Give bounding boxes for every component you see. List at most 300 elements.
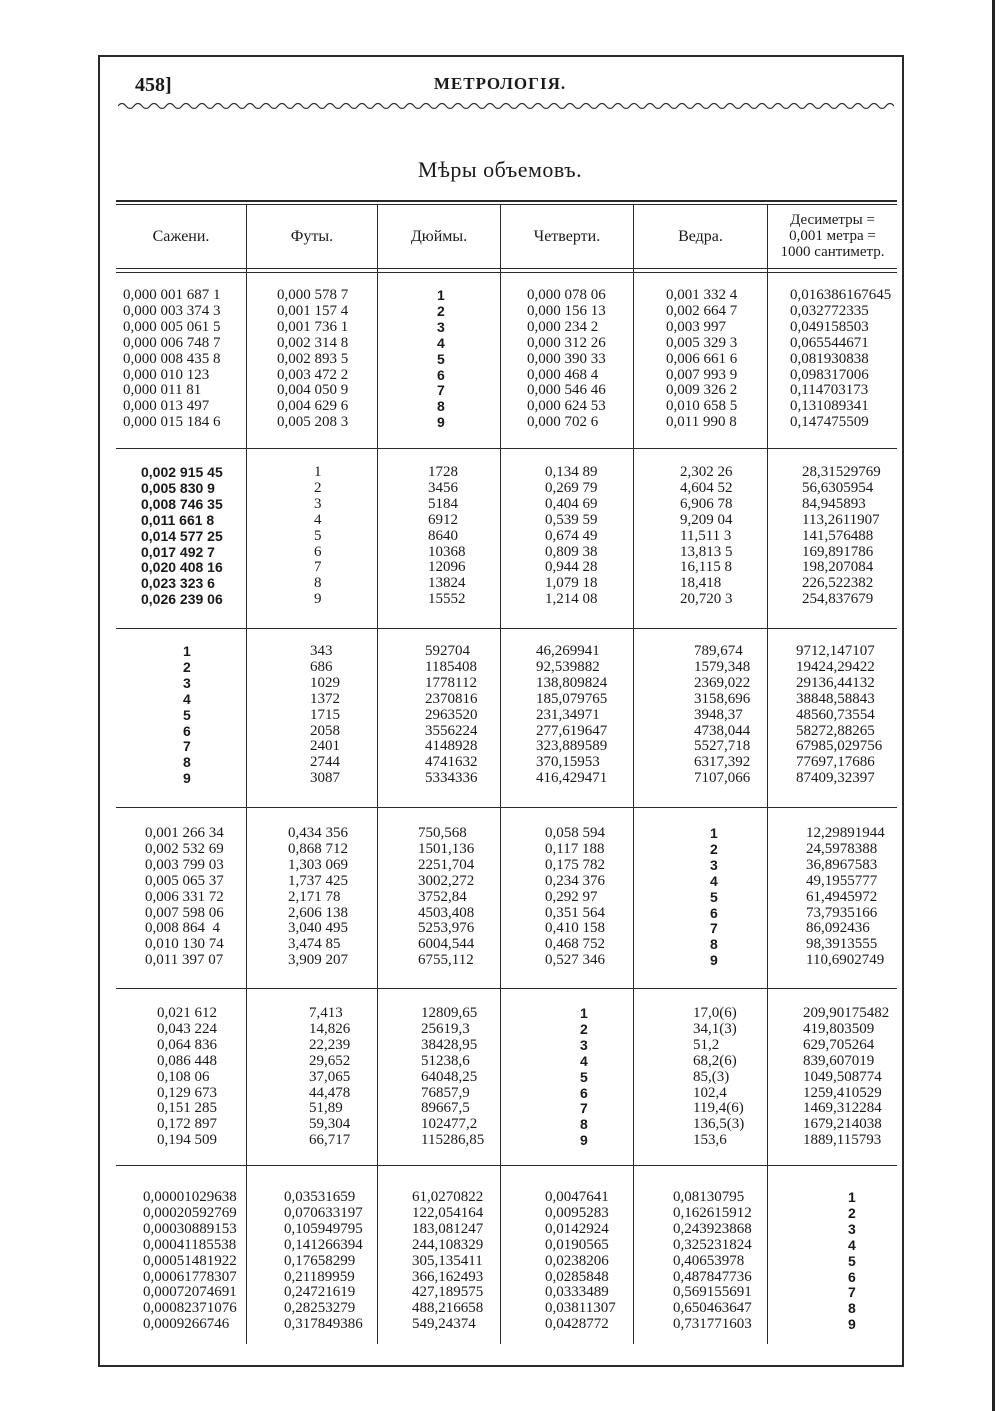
table-value: 750,568 <box>418 825 467 841</box>
table-value: 0,007 993 9 <box>666 366 738 383</box>
table-value: 9,209 04 <box>680 511 733 528</box>
table-value: 0,151 285 <box>157 1100 217 1117</box>
table-value: 0,175 782 <box>545 856 605 873</box>
column-divider <box>377 204 378 1344</box>
table-value: 87409,32397 <box>796 770 875 787</box>
table-value: 0,147475509 <box>790 414 869 431</box>
block-divider <box>116 988 897 989</box>
table-value: 3556224 <box>425 722 478 739</box>
table-value: 0,108 06 <box>157 1068 210 1085</box>
table-value: 0,487847736 <box>673 1268 752 1285</box>
table-value: 0,539 59 <box>545 511 598 528</box>
cell-futy-block-3 <box>310 644 340 787</box>
table-value: 7 <box>710 920 718 937</box>
cell-chetverti-block-6 <box>545 1190 616 1333</box>
table-value: 6 <box>314 543 322 560</box>
table-value: 1259,410529 <box>803 1084 882 1101</box>
cell-futy-block-4 <box>288 826 348 969</box>
table-value: 0,005 208 3 <box>277 414 349 431</box>
table-value: 0,021 612 <box>157 1005 217 1021</box>
cell-chetverti-block-2 <box>545 465 598 608</box>
table-value: 6 <box>437 366 445 383</box>
table-value: 12096 <box>428 559 466 576</box>
table-value: 5527,718 <box>694 738 751 755</box>
table-value: 4 <box>183 690 191 707</box>
table-value: 0,000 015 184 6 <box>123 414 221 431</box>
table-value: 2963520 <box>425 706 478 723</box>
table-value: 1889,115793 <box>803 1132 882 1149</box>
table-value: 0,00051481922 <box>143 1252 237 1269</box>
table-value: 789,674 <box>694 643 743 659</box>
table-value: 0,000 468 4 <box>527 366 599 383</box>
cell-vedra-block-2 <box>680 465 733 608</box>
table-value: 76857,9 <box>421 1084 470 1101</box>
table-value: 115286,85 <box>421 1132 485 1149</box>
table-value: 2 <box>183 658 191 675</box>
table-value: 24,5978388 <box>806 840 878 857</box>
table-value: 5184 <box>428 495 458 512</box>
table-value: 13824 <box>428 575 466 592</box>
table-value: 18,418 <box>680 575 722 592</box>
table-value: 305,135411 <box>412 1252 483 1269</box>
cell-chetverti-block-3 <box>536 644 607 787</box>
table-value: 1501,136 <box>418 840 475 857</box>
cell-dyuimy-block-4 <box>418 826 474 969</box>
table-value: 0,065544671 <box>790 334 869 351</box>
block-divider <box>116 448 897 449</box>
table-value: 7107,066 <box>694 770 751 787</box>
table-value: 6755,112 <box>418 952 474 969</box>
table-value: 56,6305954 <box>802 479 874 496</box>
table-value: 12809,65 <box>421 1005 478 1021</box>
table-value: 138,809824 <box>536 674 608 691</box>
table-value: 44,478 <box>309 1084 351 1101</box>
table-value: 0,014 577 25 <box>141 527 223 544</box>
table-value: 0,000 013 497 <box>123 398 210 415</box>
column-header-futy: Футы. <box>290 227 334 245</box>
table-value: 0,011 661 8 <box>141 511 215 528</box>
table-value: 48560,73554 <box>796 706 875 723</box>
table-value: 3 <box>314 495 322 512</box>
cell-futy-block-5 <box>309 1006 350 1149</box>
table-value: 67985,029756 <box>796 738 883 755</box>
table-value: 7 <box>314 559 322 576</box>
table-value: 9 <box>314 591 322 608</box>
table-value: 1372 <box>310 690 340 707</box>
table-value: 1,079 18 <box>545 575 598 592</box>
table-value: 66,717 <box>309 1132 351 1149</box>
table-value: 2401 <box>310 738 340 755</box>
table-value: 7 <box>183 738 191 755</box>
table-value: 0,28253279 <box>284 1300 356 1317</box>
table-value: 58272,88265 <box>796 722 875 739</box>
table-value: 7 <box>580 1100 588 1117</box>
table-value: 0,000 546 46 <box>527 382 606 399</box>
table-value: 13,813 5 <box>680 543 733 560</box>
column-divider <box>246 204 247 1344</box>
cell-sazheni-block-1 <box>123 288 221 431</box>
table-value: 2,302 26 <box>680 464 733 480</box>
table-value: 0,049158503 <box>790 318 869 335</box>
table-value: 0,114703173 <box>790 382 869 399</box>
table-value: 183,081247 <box>412 1220 484 1237</box>
table-value: 3,474 85 <box>288 936 341 953</box>
cell-dyuimy-block-5 <box>421 1006 484 1149</box>
table-value: 3158,696 <box>694 690 751 707</box>
cell-sazheni-block-3 <box>183 644 191 787</box>
table-value: 5334336 <box>425 770 478 787</box>
table-value: 0,404 69 <box>545 495 598 512</box>
table-value: 0,141266394 <box>284 1236 363 1253</box>
table-value: 0,026 239 06 <box>141 591 223 608</box>
table-value: 2369,022 <box>694 674 751 691</box>
header-bottom-rule <box>116 268 897 269</box>
table-value: 29,652 <box>309 1052 351 1069</box>
table-value: 2 <box>580 1020 588 1037</box>
table-value: 2,171 78 <box>288 888 341 905</box>
table-value: 0,001 266 34 <box>145 825 224 841</box>
table-value: 0,00082371076 <box>143 1300 237 1317</box>
table-value: 1,303 069 <box>288 856 348 873</box>
table-value: 20,720 3 <box>680 591 733 608</box>
cell-futy-block-2 <box>314 465 322 608</box>
table-value: 3002,272 <box>418 872 475 889</box>
table-value: 113,2611907 <box>802 511 880 528</box>
table-value: 1 <box>437 287 445 303</box>
table-value: 2 <box>848 1204 856 1221</box>
cell-decimetres-block-5 <box>803 1006 889 1149</box>
table-value: 0,000 624 53 <box>527 398 606 415</box>
table-value: 277,619647 <box>536 722 608 739</box>
running-head: МЕТРОЛОГІЯ. <box>433 74 567 93</box>
table-value: 0,172 897 <box>157 1116 217 1133</box>
table-value: 0,00041185538 <box>143 1236 237 1253</box>
table-value: 0,674 49 <box>545 527 598 544</box>
table-value: 0,317849386 <box>284 1316 363 1333</box>
cell-dyuimy-block-3 <box>425 644 478 787</box>
table-value: 5 <box>314 527 322 544</box>
cell-sazheni-block-4 <box>145 826 224 969</box>
table-value: 0,023 323 6 <box>141 575 215 592</box>
table-value: 0,468 752 <box>545 936 605 953</box>
table-value: 323,889589 <box>536 738 608 755</box>
table-value: 0,002 915 45 <box>141 464 223 480</box>
table-value: 0,0047641 <box>545 1189 609 1205</box>
table-value: 4738,044 <box>694 722 751 739</box>
table-value: 5253,976 <box>418 920 475 937</box>
table-value: 0,009 326 2 <box>666 382 738 399</box>
table-value: 0,131089341 <box>790 398 869 415</box>
table-value: 0,0285848 <box>545 1268 609 1285</box>
table-value: 0,292 97 <box>545 888 598 905</box>
table-value: 14,826 <box>309 1020 351 1037</box>
table-value: 0,17658299 <box>284 1252 356 1269</box>
table-value: 0,0333489 <box>545 1284 609 1301</box>
table-value: 0,005 329 3 <box>666 334 738 351</box>
table-value: 92,539882 <box>536 658 600 675</box>
table-value: 73,7935166 <box>806 904 878 921</box>
table-value: 0,00030889153 <box>143 1220 237 1237</box>
table-value: 1778112 <box>425 674 477 691</box>
table-value: 427,189575 <box>412 1284 484 1301</box>
cell-decimetres-block-3 <box>796 644 882 787</box>
table-value: 5 <box>580 1068 588 1085</box>
table-value: 0,058 594 <box>545 825 605 841</box>
table-value: 0,002 893 5 <box>277 350 349 367</box>
table-value: 244,108329 <box>412 1236 484 1253</box>
table-value: 8 <box>314 575 322 592</box>
cell-futy-block-6 <box>284 1190 363 1333</box>
table-value: 0,00061778307 <box>143 1268 237 1285</box>
table-value: 46,269941 <box>536 643 600 659</box>
table-value: 0,325231824 <box>673 1236 752 1253</box>
table-value: 2 <box>437 302 445 319</box>
cell-vedra-block-1 <box>666 288 737 431</box>
table-value: 1,737 425 <box>288 872 348 889</box>
table-value: 9 <box>437 414 445 431</box>
table-value: 1 <box>183 643 191 659</box>
block-divider <box>116 628 897 629</box>
table-value: 343 <box>310 643 333 659</box>
table-value: 1679,214038 <box>803 1116 882 1133</box>
table-value: 0,0142924 <box>545 1220 609 1237</box>
table-value: 3,040 495 <box>288 920 348 937</box>
table-value: 16,115 8 <box>680 559 732 576</box>
table-value: 4741632 <box>425 754 478 771</box>
table-value: 1 <box>580 1005 588 1021</box>
table-value: 2058 <box>310 722 340 739</box>
table-value: 0,003 997 <box>666 318 726 335</box>
cell-dyuimy-block-1 <box>437 288 445 431</box>
table-value: 0,017 492 7 <box>141 543 215 560</box>
table-value: 1579,348 <box>694 658 751 675</box>
column-divider <box>500 204 501 1344</box>
table-value: 0,043 224 <box>157 1020 217 1037</box>
table-value: 61,4945972 <box>806 888 878 905</box>
cell-futy-block-1 <box>277 288 348 431</box>
table-value: 2 <box>710 840 718 857</box>
table-value: 1,214 08 <box>545 591 598 608</box>
table-value: 8 <box>183 754 191 771</box>
page-edge <box>992 0 995 1411</box>
table-value: 0,868 712 <box>288 840 348 857</box>
table-value: 110,6902749 <box>806 952 885 969</box>
table-value: 3087 <box>310 770 340 787</box>
table-value: 0,086 448 <box>157 1052 217 1069</box>
table-value: 185,079765 <box>536 690 608 707</box>
table-value: 0,00020592769 <box>143 1204 237 1221</box>
table-value: 8 <box>437 398 445 415</box>
column-divider <box>767 204 768 1344</box>
table-value: 2,606 138 <box>288 904 348 921</box>
table-value: 3456 <box>428 479 458 496</box>
table-value: 0,117 188 <box>545 840 605 857</box>
table-value: 0,002 314 8 <box>277 334 349 351</box>
table-value: 3752,84 <box>418 888 467 905</box>
table-value: 1185408 <box>425 658 477 675</box>
table-value: 3 <box>580 1036 588 1053</box>
table-value: 0,434 356 <box>288 825 348 841</box>
column-header-decimetres: Десиметры = 0,001 метра = 1000 сантиметр. <box>780 212 885 260</box>
table-value: 49,1955777 <box>806 872 878 889</box>
table-value: 0,03811307 <box>545 1300 616 1317</box>
table-value: 12,29891944 <box>806 825 885 841</box>
table-value: 38848,58843 <box>796 690 875 707</box>
table-value: 0,006 661 6 <box>666 350 738 367</box>
cell-decimetres-block-6 <box>848 1190 856 1333</box>
table-value: 0,527 346 <box>545 952 605 969</box>
cell-sazheni-block-6 <box>143 1190 237 1333</box>
column-header-sazheni: Сажени. <box>152 227 210 245</box>
table-value: 198,207084 <box>802 559 874 576</box>
table-value: 231,34971 <box>536 706 600 723</box>
table-value: 7,413 <box>309 1005 343 1021</box>
table-value: 28,31529769 <box>802 464 881 480</box>
table-value: 6317,392 <box>694 754 751 771</box>
table-value: 1049,508774 <box>803 1068 882 1085</box>
table-value: 5 <box>848 1252 856 1269</box>
table-value: 6 <box>580 1084 588 1101</box>
table-value: 0,569155691 <box>673 1284 752 1301</box>
table-value: 38428,95 <box>421 1036 478 1053</box>
table-value: 64048,25 <box>421 1068 478 1085</box>
cell-vedra-block-6 <box>673 1190 752 1333</box>
table-value: 1 <box>710 825 718 841</box>
table-value: 1 <box>314 464 322 480</box>
table-value: 0,000 003 374 3 <box>123 302 221 319</box>
cell-vedra-block-3 <box>694 644 750 787</box>
table-value: 0,269 79 <box>545 479 598 496</box>
table-value: 98,3913555 <box>806 936 878 953</box>
table-value: 0,0190565 <box>545 1236 609 1253</box>
table-value: 0,000 011 81 <box>123 382 202 399</box>
table-value: 0,007 598 06 <box>145 904 224 921</box>
table-value: 102477,2 <box>421 1116 478 1133</box>
table-value: 0,105949795 <box>284 1220 363 1237</box>
table-value: 0,016386167645 <box>790 287 892 303</box>
table-value: 153,6 <box>693 1132 727 1149</box>
table-value: 9 <box>580 1132 588 1149</box>
table-value: 0,005 830 9 <box>141 479 215 496</box>
table-value: 0,194 509 <box>157 1132 217 1149</box>
table-value: 3 <box>183 674 191 691</box>
table-value: 0,134 89 <box>545 464 598 480</box>
cell-decimetres-block-1 <box>790 288 891 431</box>
table-value: 0,001 332 4 <box>666 287 738 303</box>
table-value: 6004,544 <box>418 936 475 953</box>
table-value: 0,032772335 <box>790 302 869 319</box>
table-value: 0,809 38 <box>545 543 598 560</box>
table-value: 839,607019 <box>803 1052 875 1069</box>
table-value: 0,0095283 <box>545 1204 609 1221</box>
table-value: 416,429471 <box>536 770 608 787</box>
column-header-vedra: Ведра. <box>678 227 723 245</box>
table-value: 3,909 207 <box>288 952 348 969</box>
table-value: 0,129 673 <box>157 1084 217 1101</box>
table-value: 6 <box>183 722 191 739</box>
table-value: 51,89 <box>309 1100 343 1117</box>
table-value: 0,000 234 2 <box>527 318 599 335</box>
cell-chetverti-block-1 <box>527 288 606 431</box>
table-value: 419,803509 <box>803 1020 875 1037</box>
table-value: 9 <box>848 1316 856 1333</box>
table-value: 169,891786 <box>802 543 874 560</box>
table-value: 0,010 658 5 <box>666 398 738 415</box>
table-value: 0,410 158 <box>545 920 605 937</box>
table-value: 0,000 008 435 8 <box>123 350 221 367</box>
table-value: 6,906 78 <box>680 495 733 512</box>
table-value: 0,000 006 748 7 <box>123 334 221 351</box>
table-value: 29136,44132 <box>796 674 875 691</box>
table-value: 9712,147107 <box>796 643 875 659</box>
table-value: 0,011 990 8 <box>666 414 737 431</box>
table-value: 0,21189959 <box>284 1268 355 1285</box>
cell-dyuimy-block-6 <box>412 1190 483 1333</box>
cell-vedra-block-5 <box>693 1006 744 1149</box>
table-value: 61,0270822 <box>412 1189 484 1205</box>
table-value: 0,081930838 <box>790 350 869 367</box>
table-title: Мѣры объемовъ. <box>417 157 583 182</box>
table-value: 0,162615912 <box>673 1204 752 1221</box>
table-value: 22,239 <box>309 1036 351 1053</box>
table-value: 17,0(6) <box>693 1005 737 1021</box>
table-value: 0,0428772 <box>545 1316 609 1333</box>
table-value: 6912 <box>428 511 458 528</box>
table-value: 0,00072074691 <box>143 1284 237 1301</box>
table-value: 4,604 52 <box>680 479 733 496</box>
table-value: 8 <box>710 936 718 953</box>
table-value: 0,0009266746 <box>143 1316 230 1333</box>
table-value: 19424,29422 <box>796 658 875 675</box>
table-value: 254,837679 <box>802 591 874 608</box>
table-value: 10368 <box>428 543 466 560</box>
table-value: 0,08130795 <box>673 1189 745 1205</box>
table-value: 84,945893 <box>802 495 866 512</box>
table-value: 0,020 408 16 <box>141 559 223 576</box>
table-value: 6 <box>710 904 718 921</box>
table-value: 1 <box>848 1189 856 1205</box>
table-value: 4148928 <box>425 738 478 755</box>
table-value: 0,003 472 2 <box>277 366 349 383</box>
table-value: 141,576488 <box>802 527 874 544</box>
table-value: 0,001 736 1 <box>277 318 349 335</box>
table-value: 4 <box>580 1052 588 1069</box>
table-value: 0,010 130 74 <box>145 936 224 953</box>
table-value: 59,304 <box>309 1116 351 1133</box>
table-value: 86,092436 <box>806 920 870 937</box>
table-value: 3 <box>710 856 718 873</box>
table-value: 0,40653978 <box>673 1252 745 1269</box>
table-value: 549,24374 <box>412 1316 476 1333</box>
column-header-chetverti: Четверти. <box>533 227 601 245</box>
table-value: 89667,5 <box>421 1100 470 1117</box>
table-value: 0,006 331 72 <box>145 888 224 905</box>
header-top-rule <box>116 200 897 202</box>
table-value: 4 <box>848 1236 856 1253</box>
column-header-dyuimy: Дюймы. <box>410 227 468 245</box>
table-value: 3 <box>848 1220 856 1237</box>
table-value: 0,000 005 061 5 <box>123 318 221 335</box>
table-value: 0,000 702 6 <box>527 414 599 431</box>
table-value: 0,000 078 06 <box>527 287 606 303</box>
table-value: 4 <box>710 872 718 889</box>
table-value: 51238,6 <box>421 1052 470 1069</box>
table-value: 5 <box>437 350 445 367</box>
table-value: 209,90175482 <box>803 1005 890 1021</box>
table-value: 0,000 001 687 1 <box>123 287 221 303</box>
table-value: 2251,704 <box>418 856 475 873</box>
table-value: 5 <box>710 888 718 905</box>
